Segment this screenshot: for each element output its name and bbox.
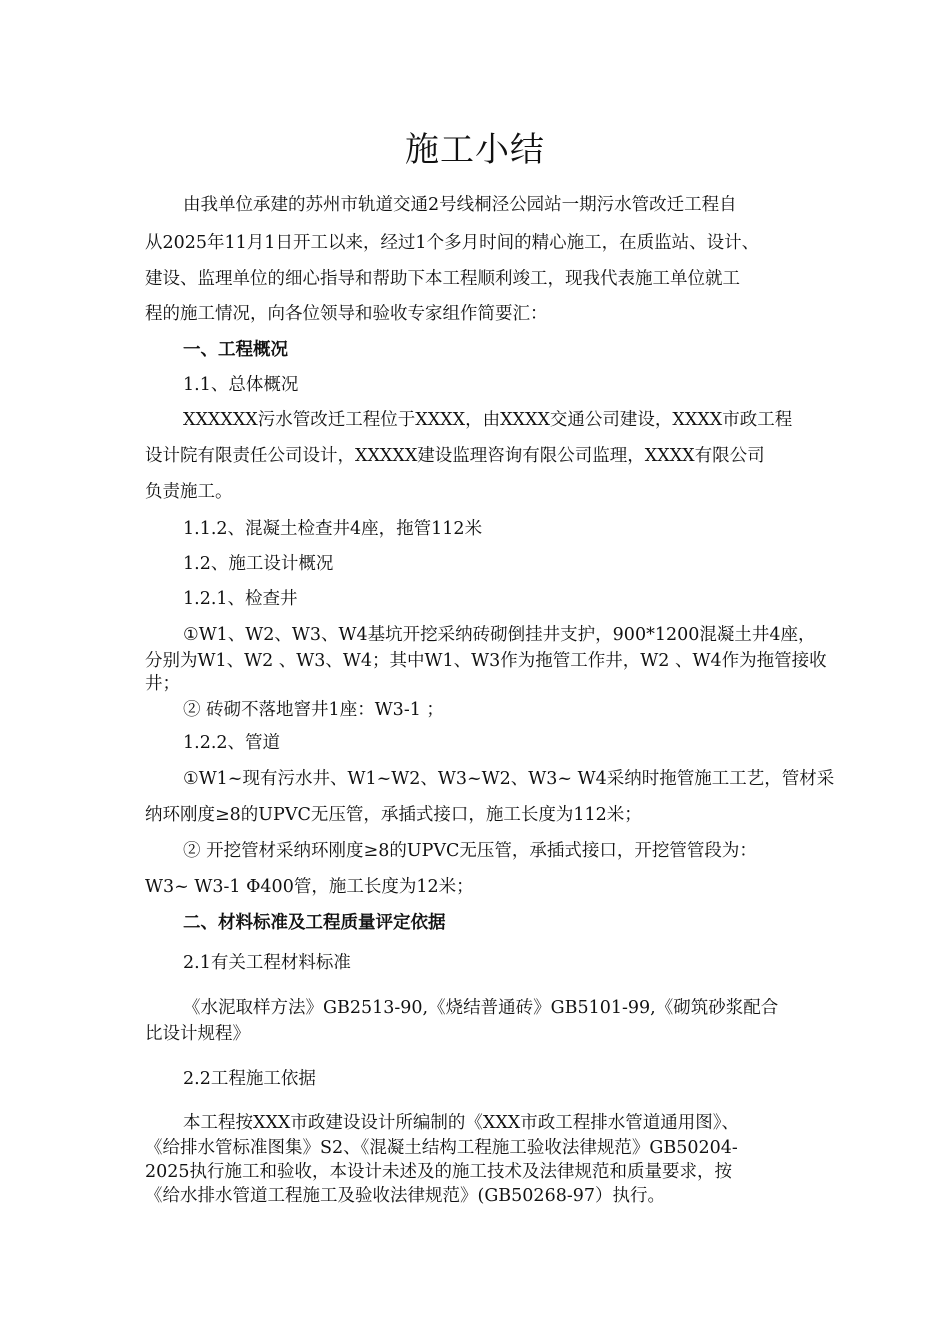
subsection-1-1-2: 1.1.2、混凝土检查井4座，拖管112米: [183, 519, 483, 539]
pipe-1-line-2: 纳环刚度≥8的UPVC无压管，承插式接口，施工长度为112米；: [145, 805, 642, 825]
item-w-line-2: 分别为W1、W2 、W3、W4；其中W1、W3作为拖管工作井，W2 、W4作为拖管接收: [145, 651, 827, 671]
subsection-1-1: 1.1、总体概况: [183, 375, 299, 395]
subsection-2-2: 2.2工程施工依据: [183, 1069, 316, 1089]
intro-line-2: 从2025年11月1日开工以来，经过1个多月时间的精心施工，在质监站、设计、: [145, 233, 760, 253]
section-2-heading: 二、材料标准及工程质量评定依据: [183, 913, 446, 933]
s2-2-line-4: 《给水排水管道工程施工及验收法律规范》(GB50268-97）执行。: [145, 1186, 666, 1206]
item-w-line-3: 井；: [145, 674, 180, 694]
pipe-2-line-2: W3~ W3-1 Φ400管，施工长度为12米；: [145, 877, 474, 897]
s1-1-line-1: XXXXXX污水管改迁工程位于XXXX，由XXXX交通公司建设，XXXX市政工程: [183, 410, 793, 430]
section-1-heading: 一、工程概况: [183, 340, 288, 360]
intro-line-3: 建设、监理单位的细心指导和帮助下本工程顺利竣工，现我代表施工单位就工: [145, 269, 740, 289]
item-w-line-1: ①W1、W2、W3、W4基坑开挖采纳砖砌倒挂井支护，900*1200混凝土井4座，: [183, 625, 816, 645]
intro-line-1: 由我单位承建的苏州市轨道交通2号线桐泾公园站一期污水管改迁工程自: [183, 195, 737, 215]
item-w2: ② 砖砌不落地窨井1座：W3-1 ；: [183, 700, 444, 720]
s2-2-line-3: 2025执行施工和验收，本设计未述及的施工技术及法律规范和质量要求，按: [145, 1162, 733, 1182]
subsection-2-1: 2.1有关工程材料标准: [183, 953, 351, 973]
intro-line-4: 程的施工情况，向各位领导和验收专家组作简要汇：: [145, 304, 548, 324]
s1-1-line-2: 设计院有限责任公司设计，XXXXX建设监理咨询有限公司监理，XXXX有限公司: [145, 446, 765, 466]
subsection-1-2-2: 1.2.2、管道: [183, 733, 281, 753]
s2-2-line-2: 《给排水管标准图集》S2、《混凝土结构工程施工验收法律规范》GB50204-: [145, 1138, 738, 1158]
subsection-1-2: 1.2、施工设计概况: [183, 554, 334, 574]
s2-1-line-1: 《水泥取样方法》GB2513-90,《烧结普通砖》GB5101-99,《砌筑砂浆配合: [183, 998, 779, 1018]
document-title: 施工小结: [405, 130, 545, 170]
pipe-1-line-1: ①W1~现有污水井、W1~W2、W3~W2、W3~ W4采纳时拖管施工工艺，管材采: [183, 769, 835, 789]
s2-2-line-1: 本工程按XXX市政建设设计所编制的《XXX市政工程排水管道通用图》、: [183, 1113, 739, 1133]
s2-1-line-2: 比设计规程》: [145, 1024, 250, 1044]
s1-1-line-3: 负责施工。: [145, 482, 233, 502]
pipe-2-line-1: ② 开挖管材采纳环刚度≥8的UPVC无压管，承插式接口，开挖管管段为：: [183, 841, 757, 861]
subsection-1-2-1: 1.2.1、检查井: [183, 589, 298, 609]
